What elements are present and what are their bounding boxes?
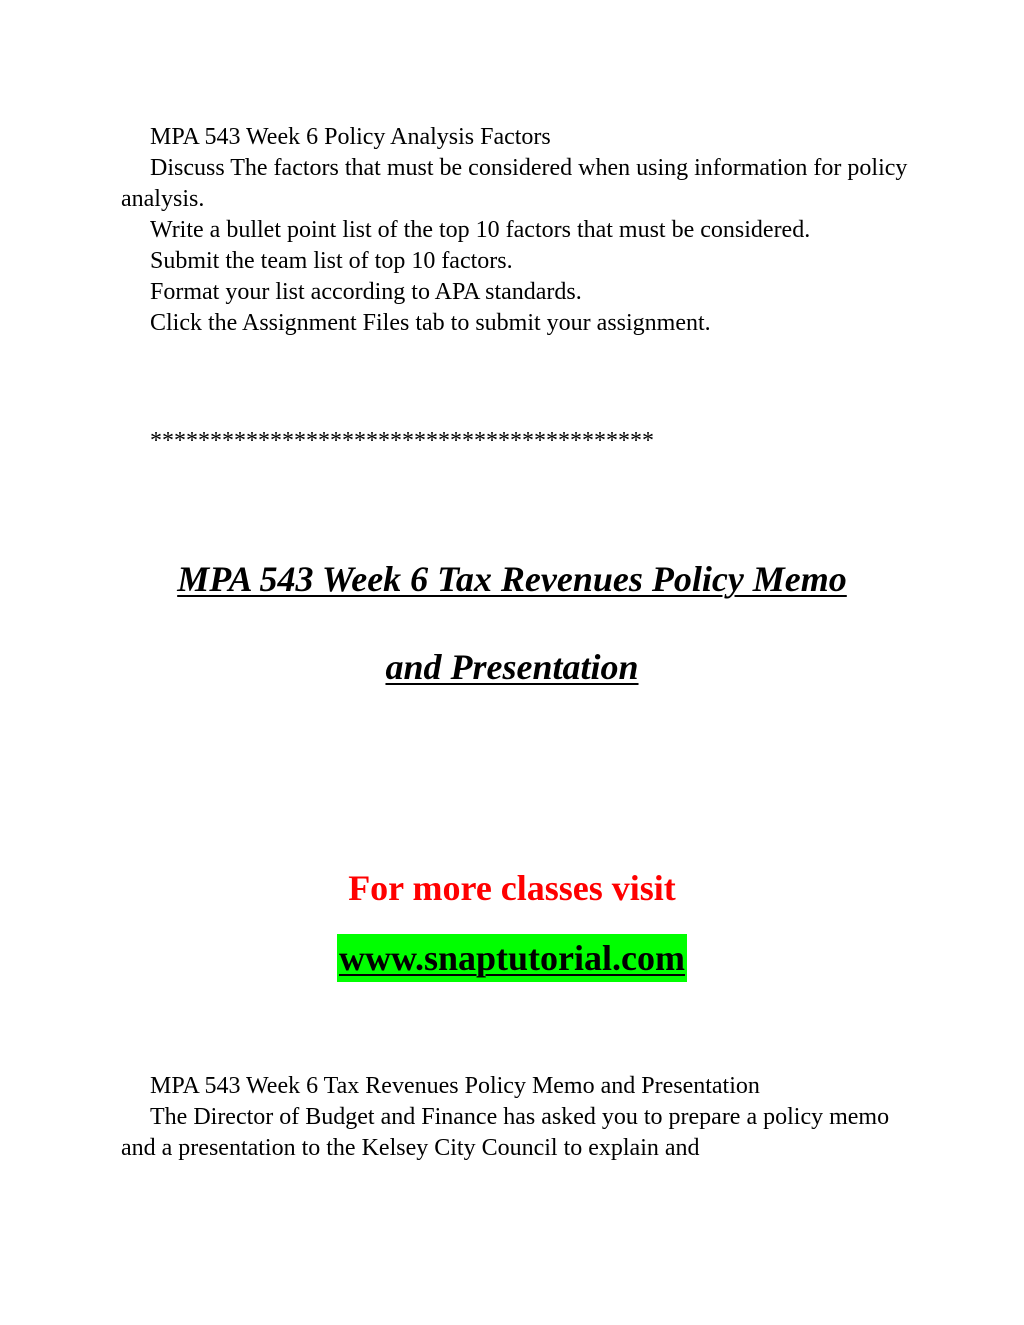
instruction-line-3: Format your list according to APA standards. (150, 279, 582, 305)
memo-heading-line-2: and Presentation (385, 647, 639, 687)
memo-title-line: MPA 543 Week 6 Tax Revenues Policy Memo and Presentation (150, 1073, 760, 1099)
instruction-line-2: Submit the team list of top 10 factors. (150, 248, 513, 274)
instruction-line-1: Write a bullet point list of the top 10 factors that must be considered. (150, 217, 811, 243)
memo-heading-line-1: MPA 543 Week 6 Tax Revenues Policy Memo (177, 559, 847, 599)
instruction-line-4: Click the Assignment Files tab to submit your assignment. (150, 310, 711, 336)
discuss-paragraph: Discuss The factors that must be considered when using information for policy analysis. (121, 155, 908, 212)
memo-body-paragraph: The Director of Budget and Finance has asked you to prepare a policy memo and a presentation to the Kelsey City Council to explain and (121, 1104, 890, 1161)
promo-link-container (0, 934, 1024, 982)
promo-text: For more classes visit (348, 868, 676, 908)
snaptutorial-link[interactable]: www.snaptutorial.com (337, 934, 687, 982)
asterisk-separator: ****************************************** (150, 428, 654, 454)
policy-analysis-title: MPA 543 Week 6 Policy Analysis Factors (150, 124, 551, 150)
